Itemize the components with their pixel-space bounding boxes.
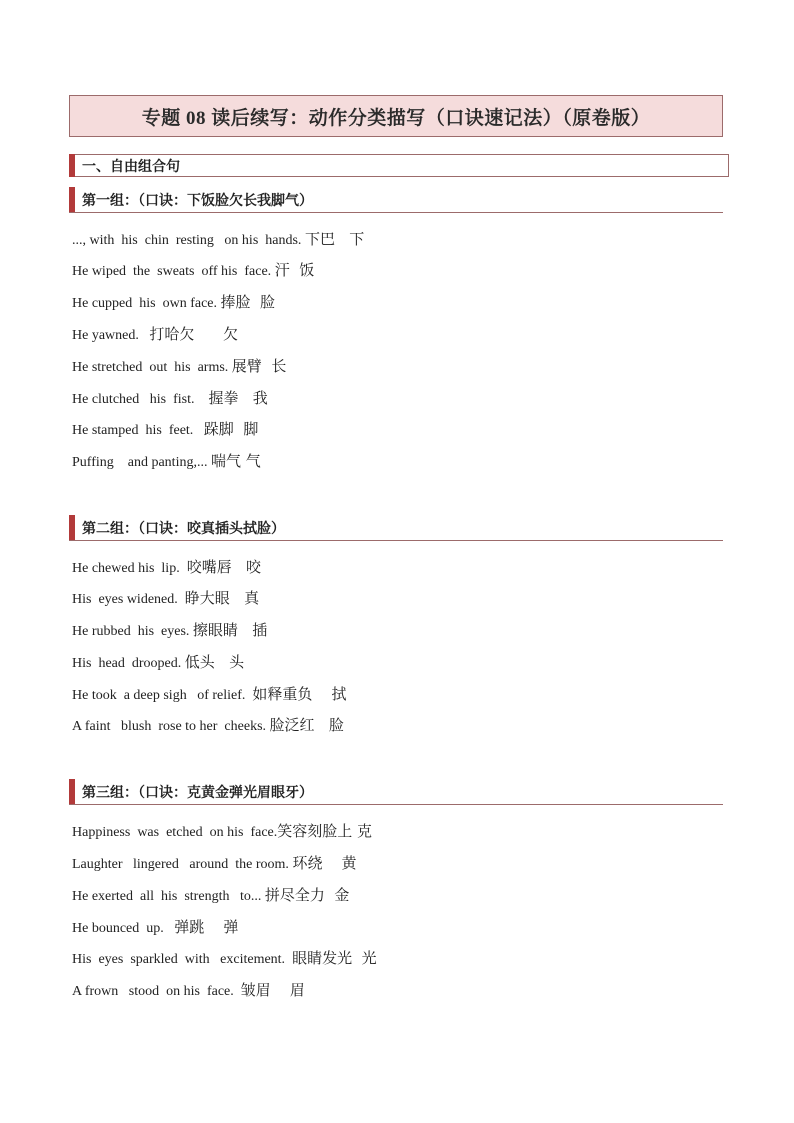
phrase-en: A frown stood on his face. bbox=[72, 984, 241, 999]
phrase-line bbox=[72, 355, 286, 376]
phrase-en: Laughter lingered around the room. bbox=[72, 857, 293, 872]
phrase-zh: 握拳 我 bbox=[208, 389, 268, 407]
phrase-en: Puffing and panting,... bbox=[72, 455, 211, 470]
group-heading-text: 第二组：（口诀：咬真插头拭脸） bbox=[82, 522, 285, 537]
phrase-zh: 打哈欠 欠 bbox=[149, 325, 238, 343]
phrase-line bbox=[72, 947, 377, 968]
phrase-line bbox=[72, 387, 268, 408]
phrase-en: He exerted all his strength to... bbox=[72, 889, 265, 904]
phrase-zh: 咬嘴唇 咬 bbox=[186, 558, 262, 576]
phrase-en: He clutched his fist. bbox=[72, 392, 209, 407]
phrase-zh: 弹跳 弹 bbox=[174, 918, 239, 936]
phrase-line bbox=[72, 714, 344, 735]
document-title: 专题 08 读后续写：动作分类描写（口诀速记法）（原卷版） bbox=[141, 107, 651, 129]
phrase-en: He bounced up. bbox=[72, 921, 175, 936]
phrase-line bbox=[72, 852, 357, 873]
phrase-en: He cupped his own face. bbox=[72, 296, 221, 311]
phrase-line bbox=[72, 884, 349, 905]
phrase-en: His eyes sparkled with excitement. bbox=[72, 952, 293, 967]
phrase-zh: 眼睛发光 光 bbox=[292, 949, 377, 967]
phrase-en: Happiness was etched on his face. bbox=[72, 825, 278, 840]
group-heading-3 bbox=[69, 779, 723, 805]
phrase-line bbox=[72, 651, 244, 672]
phrase-line bbox=[72, 619, 267, 640]
phrase-zh: 下巴 下 bbox=[304, 230, 365, 248]
phrase-en: He stretched out his arms. bbox=[72, 360, 232, 375]
phrase-zh: 低头 头 bbox=[184, 653, 245, 671]
phrase-zh: 拼尽全力 金 bbox=[264, 886, 350, 904]
phrase-line bbox=[72, 820, 372, 841]
group-heading-2 bbox=[69, 515, 723, 541]
phrase-line bbox=[72, 450, 261, 471]
phrase-zh: 捧脸 脸 bbox=[220, 293, 276, 311]
phrase-en: His eyes widened. bbox=[72, 592, 185, 607]
phrase-zh: 汗 饭 bbox=[274, 261, 315, 279]
phrase-en: He rubbed his eyes. bbox=[72, 624, 193, 639]
phrase-en: His head drooped. bbox=[72, 656, 185, 671]
phrase-en: He wiped the sweats off his face. bbox=[72, 264, 275, 279]
phrase-line bbox=[72, 556, 261, 577]
phrase-zh: 跺脚 脚 bbox=[203, 420, 259, 438]
phrase-en: He took a deep sigh of relief. bbox=[72, 688, 253, 703]
group-heading-text: 第三组：（口诀：克黄金弹光眉眼牙） bbox=[82, 786, 313, 801]
section-heading-text: 一、自由组合句 bbox=[82, 159, 180, 175]
phrase-zh: 环绕 黄 bbox=[292, 854, 357, 872]
phrase-zh: 笑容刻脸上 克 bbox=[277, 822, 373, 840]
phrase-en: He stamped his feet. bbox=[72, 423, 204, 438]
phrase-zh: 如释重负 拭 bbox=[252, 685, 347, 703]
phrase-line bbox=[72, 916, 238, 937]
phrase-en: ..., with his chin resting on his hands. bbox=[72, 233, 305, 248]
phrase-en: He yawned. bbox=[72, 328, 150, 343]
phrase-zh: 脸泛红 脸 bbox=[269, 716, 344, 734]
phrase-line bbox=[72, 259, 314, 280]
phrase-zh: 喘气 气 bbox=[210, 452, 261, 470]
group-heading-1 bbox=[69, 187, 723, 213]
phrase-zh: 睁大眼 真 bbox=[184, 589, 260, 607]
section-heading bbox=[69, 154, 729, 177]
document-title-box bbox=[69, 95, 723, 137]
phrase-en: He chewed his lip. bbox=[72, 561, 187, 576]
phrase-line bbox=[72, 228, 364, 249]
phrase-line bbox=[72, 683, 346, 704]
phrase-zh: 擦眼睛 插 bbox=[192, 621, 268, 639]
phrase-line bbox=[72, 587, 259, 608]
phrase-line bbox=[72, 323, 238, 344]
phrase-en: A faint blush rose to her cheeks. bbox=[72, 719, 270, 734]
phrase-zh: 皱眉 眉 bbox=[240, 981, 305, 999]
group-heading-text: 第一组：（口诀：下饭脸欠长我脚气） bbox=[82, 194, 313, 209]
phrase-line bbox=[72, 979, 305, 1000]
phrase-line bbox=[72, 418, 258, 439]
phrase-line bbox=[72, 291, 275, 312]
phrase-zh: 展臂 长 bbox=[231, 357, 287, 375]
